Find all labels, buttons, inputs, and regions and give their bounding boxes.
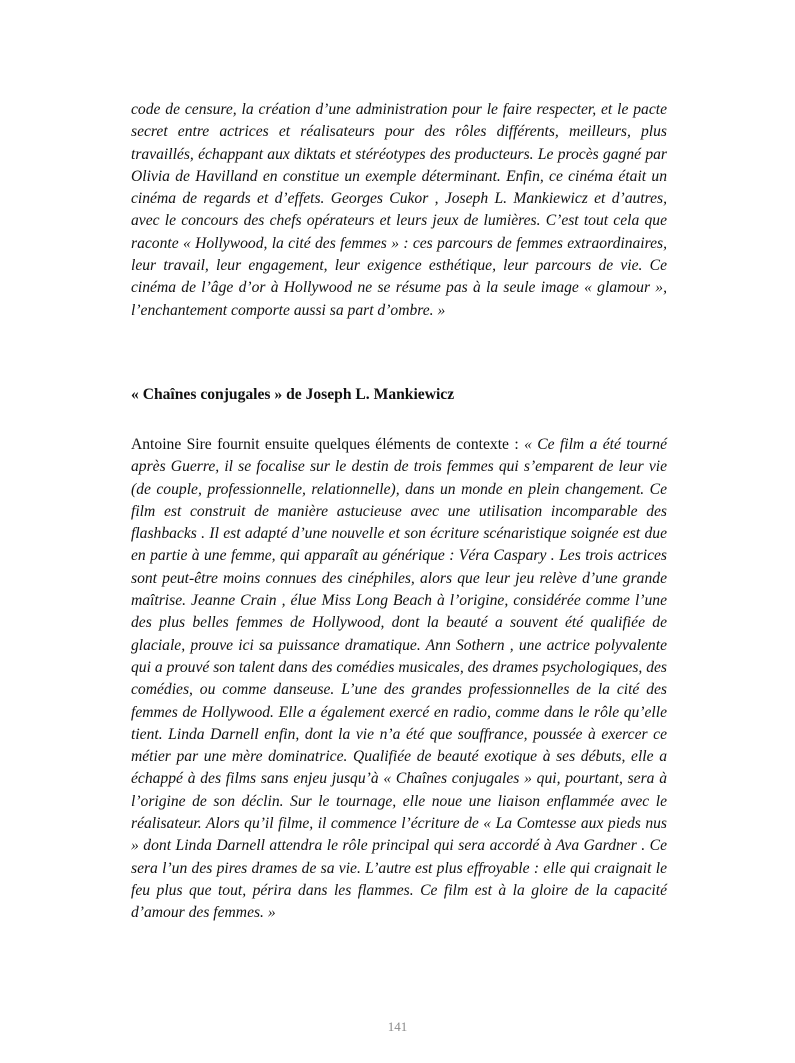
section-heading: « Chaînes conjugales » de Joseph L. Mankiewicz — [131, 386, 455, 403]
paragraph-intro-text: Antoine Sire fournit ensuite quelques éléments de contexte : — [131, 436, 525, 453]
paragraph-context-chaines-conjugales — [131, 434, 667, 925]
paragraph-censorship-hollywood: code de censure, la création d’une administration pour le faire respecter, et le pacte secret entre actrices et réalisateurs pour des rôles différents, meilleurs, plus travaillés, échappant aux diktats et stéréotypes des producteurs. Le procès gagné par Olivia de Havilland en constitue un exemple déterminant. Enfin, ce cinéma était un cinéma de regards et d’effets. Georges Cukor , Joseph L. Mankiewicz et d’autres, avec le concours des chefs opérateurs et leurs jeux de lumières. C’est tout cela que raconte « Hollywood, la cité des femmes » : ces parcours de femmes extraordinaires, leur travail, leur engagement, leur exigence esthétique, leur parcours de vie. Ce cinéma de l’âge d’or à Hollywood ne se résume pas à la seule image « glamour », l’enchantement comporte aussi sa part d’ombre. » — [131, 101, 667, 319]
page-number: 141 — [387, 1019, 408, 1034]
paragraph-quote-text: « Ce film a été tourné après Guerre, il se focalise sur le destin de trois femmes qui s’emparent de leur vie (de couple, professionnelle, relationnelle), dans un monde en plein changement. Ce film est construit de manière astucieuse avec une utilisation incomparable des flashbacks . Il est adapté d’une nouvelle et son écriture scénaristique soignée est due en partie à une femme, qui apparaît au générique : Véra Caspary . Les trois actrices sont peut-être moins connues des cinéphiles, alors que leur jeu relève d’une grande maîtrise. Jeanne Crain , élue Miss Long Beach à l’origine, considérée comme l’une des plus belles femmes de Hollywood, dont la beauté a souvent été qualifiée de glaciale, prouve ici sa puissance dramatique. Ann Sothern , une actrice polyvalente qui a prouvé son talent dans des comédies musicales, des drames psychologiques, des comédies, ou comme danseuse. L’une des grandes professionnelles de la cité des femmes de Hollywood. Elle a également exercé en radio, comme dans le rôle qu’elle tient. Linda Darnell enfin, dont la vie n’a été que souffrance, poussée à exercer ce métier par une mère dominatrice. Qualifiée de beauté exotique à ses débuts, elle a échappé à des films sans enjeu jusqu’à « Chaînes conjugales » qui, pourtant, sera à l’origine de son déclin. Sur le tournage, elle noue une liaison enflammée avec le réalisateur. Alors qu’il filme, il commence l’écriture de « La Comtesse aux pieds nus » dont Linda Darnell attendra le rôle principal qui sera accordé à Ava Gardner . Ce sera l’un des pires drames de sa vie. L’autre est plus effroyable : elle qui craignait le feu plus que tout, périra dans les flammes. Ce film est à la gloire de la capacité d’amour des femmes. » — [131, 436, 667, 922]
